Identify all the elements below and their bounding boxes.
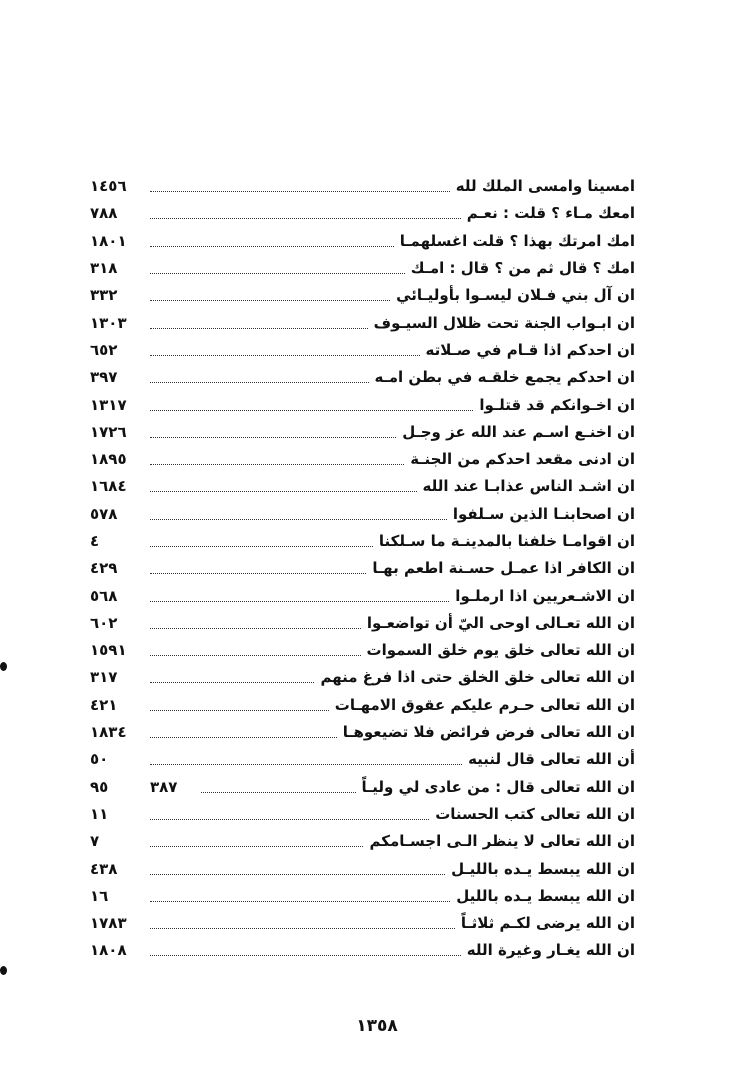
entry-page-number: ٤٣٨ [90, 859, 118, 878]
entry-page-number: ٣١٧ [90, 668, 118, 687]
entry-text: ان اقوامـا خلفنا بالمدينـة ما سـلكنا [378, 532, 635, 550]
index-entry [90, 228, 635, 255]
entry-text: ان اخنـع اسـم عند الله عز وجـل [402, 422, 635, 441]
entry-page-number: ٣١٨ [90, 259, 118, 278]
entry-page-number: ٩٥ [90, 777, 109, 796]
entry-page-number: ١٤٥٦ [90, 177, 127, 196]
entry-text: ان الله يبسط يـده بالليل [456, 886, 635, 905]
entry-text: ان الاشـعريين اذا ارملـوا [455, 586, 635, 605]
hadith-index-list [90, 173, 635, 965]
entry-text: امعك مـاء ؟ قلت : نعـم [466, 204, 635, 223]
entry-page-number: ١١ [90, 804, 109, 823]
dot-leader [150, 655, 361, 656]
dot-leader [150, 846, 363, 847]
entry-text: ان الله يرضى لكـم ثلاثـاً [460, 914, 635, 933]
index-entry [90, 855, 635, 882]
entry-text: أن الله تعالى قال لنبيه [468, 750, 635, 769]
entry-page-number: ٦٠٢ [90, 613, 118, 632]
dot-leader [150, 491, 417, 492]
index-entry [90, 200, 635, 227]
entry-text: ان الله تعالى فرض فرائض فلا تضيعوهـا [342, 723, 635, 742]
index-entry [90, 391, 635, 418]
entry-page-number: ١٧٨٣ [90, 914, 127, 933]
index-entry [90, 828, 635, 855]
entry-page-number: ٤٢١ [90, 695, 118, 714]
index-entry [90, 637, 635, 664]
entry-text: ان اخـوانكم قد قتلـوا [479, 395, 635, 414]
entry-text: ان الله يغـار وغيرة الله [466, 941, 635, 960]
dot-leader [150, 628, 361, 629]
index-entry [90, 883, 635, 910]
index-entry [90, 309, 635, 336]
index-entry [90, 719, 635, 746]
dot-leader [150, 928, 455, 929]
entry-text: ان الله تعالى حـرم عليكم عقوق الامهـات [334, 695, 635, 714]
entry-text: امسينا وامسى الملك لله [455, 177, 635, 196]
index-entry [90, 692, 635, 719]
entry-text: ان الله تعـالى اوحى اليّ أن تواضعـوا [366, 613, 635, 632]
entry-text: ان ابـواب الجنة تحت ظلال السيـوف [373, 313, 635, 332]
index-entry [90, 473, 635, 500]
entry-page-number: ١٨٠٨ [90, 941, 127, 960]
page-number: ١٣٥٨ [356, 1016, 398, 1036]
entry-page-number: ١٧٢٦ [90, 422, 127, 441]
entry-page-number: ٥٦٨ [90, 586, 118, 605]
index-entry [90, 282, 635, 309]
entry-text: ان الله يبسط يـده بالليـل [451, 859, 635, 878]
entry-text: امك ؟ قال ثم من ؟ قال : امـك [410, 259, 635, 278]
entry-page-number: ١٨٠١ [90, 231, 127, 250]
entry-page-number: ٣٩٧ [90, 368, 118, 387]
entry-text: ان آل بني فـلان ليسـوا بأوليـائي [396, 286, 635, 305]
entry-text: ان الله تعالى قال : من عادى لي وليـاً [361, 777, 635, 796]
entry-page-number: ١٦ [90, 886, 109, 905]
entry-page-number: ٥٧٨ [90, 504, 118, 523]
index-entry [90, 910, 635, 937]
dot-leader [150, 601, 449, 602]
dot-leader [150, 901, 450, 902]
dot-leader [150, 355, 420, 356]
index-entry [90, 774, 635, 801]
entry-text: ان الله تعالى خلق الخلق حتى اذا فرغ منهم [320, 668, 635, 687]
dot-leader [201, 792, 355, 793]
entry-text: ان الكافر اذا عمـل حسـنة اطعم بهـا [372, 559, 635, 578]
dot-leader [150, 246, 394, 247]
dot-leader [150, 328, 368, 329]
index-entry [90, 555, 635, 582]
index-entry [90, 419, 635, 446]
entry-page-number: ١٦٨٤ [90, 477, 127, 496]
entry-text: ان الله تعالى لا ينظر الـى اجسـامكم [369, 832, 635, 851]
scan-speck-mark [0, 662, 7, 671]
dot-leader [150, 410, 473, 411]
entry-page-number: ٤ [90, 532, 100, 550]
dot-leader [150, 682, 314, 683]
entry-page-number: ١٥٩١ [90, 641, 127, 660]
index-entry [90, 501, 635, 528]
entry-page-number: ١٣٠٣ [90, 313, 127, 332]
entry-page-number: ٥٠ [90, 750, 109, 769]
dot-leader [150, 273, 405, 274]
dot-leader [150, 519, 447, 520]
dot-leader [150, 573, 366, 574]
index-entry [90, 364, 635, 391]
index-entry [90, 446, 635, 473]
entry-text: امك امرتك بهذا ؟ قلت اغسلهمـا [399, 231, 635, 250]
dot-leader [150, 710, 329, 711]
entry-text: ان احدكم يجمع خلقـه في بطن امـه [374, 368, 635, 387]
dot-leader [150, 218, 461, 219]
dot-leader [150, 464, 404, 465]
entry-page-number: ٧٨٨ [90, 204, 118, 223]
dot-leader [150, 300, 390, 301]
entry-page-number: ٣٣٢ [90, 286, 118, 305]
dot-leader [150, 819, 429, 820]
dot-leader [150, 737, 337, 738]
index-entry [90, 173, 635, 200]
index-entry [90, 664, 635, 691]
entry-page-number: ١٨٣٤ [90, 723, 127, 742]
dot-leader [150, 382, 369, 383]
index-entry [90, 582, 635, 609]
entry-page-number: ٧ [90, 832, 100, 851]
dot-leader [150, 874, 445, 875]
entry-text: ان الله تعالى خلق يوم خلق السموات [366, 641, 635, 660]
entry-text: ان احدكم اذا قـام في صـلاته [425, 340, 635, 359]
index-entry [90, 337, 635, 364]
index-entry [90, 610, 635, 637]
index-entry [90, 937, 635, 964]
index-entry [90, 746, 635, 773]
dot-leader [150, 764, 462, 765]
entry-text: ان اصحابنـا الذين سـلفوا [452, 504, 635, 523]
entry-text: ان ادنى مقعد احدكم من الجنـة [410, 450, 635, 469]
entry-text: ان اشـد الناس عذابـا عند الله [422, 477, 635, 496]
dot-leader [150, 546, 373, 547]
index-entry [90, 255, 635, 282]
entry-page-number: ١٣١٧ [90, 395, 127, 414]
index-entry [90, 528, 635, 555]
entry-page-number: ٦٥٢ [90, 340, 118, 359]
scan-speck-mark [0, 966, 7, 975]
entry-page-number: ١٨٩٥ [90, 450, 127, 469]
dot-leader [150, 191, 450, 192]
entry-text: ان الله تعالى كتب الحسنات [435, 804, 635, 823]
dot-leader [150, 955, 461, 956]
entry-page-number-secondary: ٣٨٧ [150, 777, 178, 796]
entry-page-number: ٤٢٩ [90, 559, 118, 578]
index-entry [90, 801, 635, 828]
dot-leader [150, 437, 396, 438]
